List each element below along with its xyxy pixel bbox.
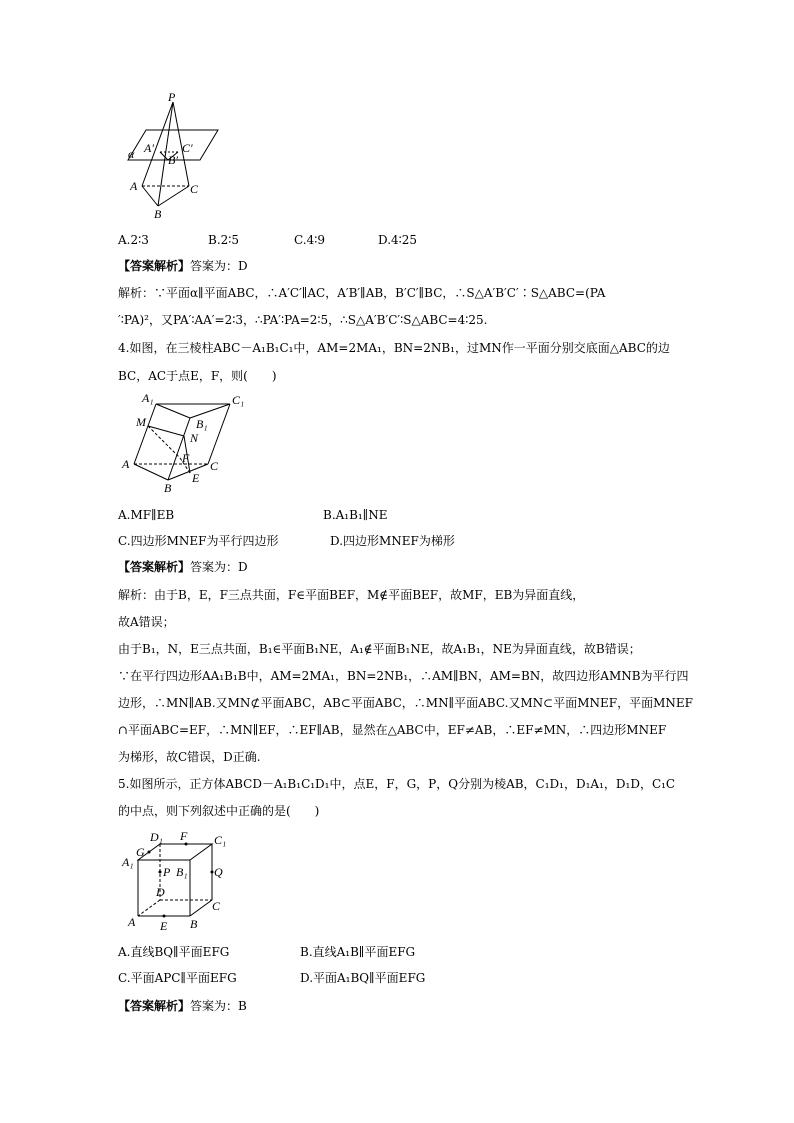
q5-stem-line: 的中点，则下列叙述中正确的是( ) <box>118 804 320 818</box>
label-A: A <box>128 915 136 929</box>
prism-figure <box>118 388 258 498</box>
label-B-prime: B′ <box>168 153 178 167</box>
label-C1: C₁ <box>214 833 227 847</box>
q4-explanation-line: 由于B₁，N，E三点共面，B₁∈平面B₁NE，A₁∉平面B₁NE，故A₁B₁，NE为异面直线，故B错误； <box>118 642 641 656</box>
label-C: C <box>210 459 219 473</box>
label-D: D <box>156 885 165 899</box>
answer-heading: 【答案解析】 <box>118 259 191 273</box>
q5-answer <box>118 998 247 1014</box>
label-Q: Q <box>214 865 223 879</box>
answer-value: 答案为：B <box>190 999 247 1013</box>
answer-heading: 【答案解析】 <box>118 560 191 574</box>
label-F: F <box>182 451 190 465</box>
answer-value: 答案为：D <box>190 259 248 273</box>
label-G: G <box>136 845 145 859</box>
label-C: C <box>190 182 199 196</box>
label-B1: B₁ <box>196 417 208 431</box>
label-A: A <box>130 179 138 193</box>
q4-answer <box>118 559 248 575</box>
label-C-prime: C′ <box>182 141 193 155</box>
label-P: P <box>168 90 176 104</box>
label-F: F <box>180 829 188 843</box>
q4-explanation-line: 故A错误； <box>118 615 175 629</box>
q5-option-c: C.平面APC∥平面EFG <box>118 971 237 985</box>
q5-option-a: A.直线BQ∥平面EFG <box>118 945 230 959</box>
answer-value: 答案为：D <box>190 560 248 574</box>
label-B1: B₁ <box>176 865 188 879</box>
q4-stem-line: 4.如图，在三棱柱ABC－A₁B₁C₁中，AM=2MA₁，BN=2NB₁，过MN作一平面分别交底面△ABC的边 <box>118 341 670 355</box>
q4-option-c: C.四边形MNEF为平行四边形 <box>118 534 279 548</box>
q4-option-d: D.四边形MNEF为梯形 <box>330 534 455 548</box>
label-A: A <box>122 457 130 471</box>
q3-option-d: D.4∶25 <box>378 233 418 247</box>
label-N: N <box>190 431 199 445</box>
q4-option-b: B.A₁B₁∥NE <box>323 508 388 522</box>
label-B: B <box>190 917 198 931</box>
q4-option-a: A.MF∥EB <box>118 508 175 522</box>
q5-stem-line: 5.如图所示，正方体ABCD－A₁B₁C₁D₁中，点E，F，G，P，Q分别为棱AB，C₁D₁，D₁A₁，D₁D，C₁C <box>118 777 676 791</box>
q3-explanation-line: ′∶PA)²，又PA′∶AA′=2∶3，∴PA′∶PA=2∶5，∴S△A′B′C′∶S△ABC=4∶25. <box>118 313 488 327</box>
q5-option-b: B.直线A₁B∥平面EFG <box>300 945 416 959</box>
label-E: E <box>192 471 200 485</box>
q3-explanation-line: 解析：∵平面α∥平面ABC，∴A′C′∥AC，A′B′∥AB，B′C′∥BC，∴S△A′B′C′∶S△ABC=(PA <box>118 286 606 300</box>
q3-option-b: B.2∶5 <box>208 233 240 247</box>
q4-explanation-line: 为梯形，故C错误，D正确. <box>118 750 261 764</box>
q4-explanation-line: ∩平面ABC=EF，∴MN∥EF，∴EF∥AB，显然在△ABC中，EF≠AB，∴EF≠MN，∴四边形MNEF <box>118 723 667 737</box>
label-D1: D₁ <box>150 830 163 844</box>
label-M: M <box>136 415 146 429</box>
label-alpha: α <box>128 147 135 161</box>
label-E: E <box>160 919 168 933</box>
cube-figure <box>118 826 238 936</box>
answer-heading: 【答案解析】 <box>118 999 191 1013</box>
q3-answer <box>118 258 248 274</box>
label-B: B <box>164 481 172 495</box>
label-C1: C₁ <box>232 393 245 407</box>
label-A1: A₁ <box>142 391 154 405</box>
label-A-prime: A′ <box>144 141 154 155</box>
label-A1: A₁ <box>122 855 134 869</box>
q4-explanation-line: 边形，∴MN∥AB.又MN⊄平面ABC，AB⊂平面ABC，∴MN∥平面ABC.又MN⊂平面MNEF，平面MNEF <box>118 696 693 710</box>
q4-explanation-line: ∵在平行四边形AA₁B₁B中，AM=2MA₁，BN=2NB₁，∴AM∥BN，AM=BN，故四边形AMNB为平行四 <box>118 669 689 683</box>
q3-option-c: C.4∶9 <box>294 233 325 247</box>
q4-explanation-line: 解析：由于B，E，F三点共面，F∈平面BEF，M∉平面BEF，故MF，EB为异面直线， <box>118 588 585 602</box>
label-P: P <box>163 865 171 879</box>
label-C: C <box>212 899 221 913</box>
q5-option-d: D.平面A₁BQ∥平面EFG <box>300 971 426 985</box>
q3-option-a: A.2∶3 <box>118 233 149 247</box>
label-B: B <box>154 207 162 220</box>
q4-stem-line: BC，AC于点E，F，则( ) <box>118 369 277 383</box>
pyramid-plane-figure <box>118 90 228 220</box>
